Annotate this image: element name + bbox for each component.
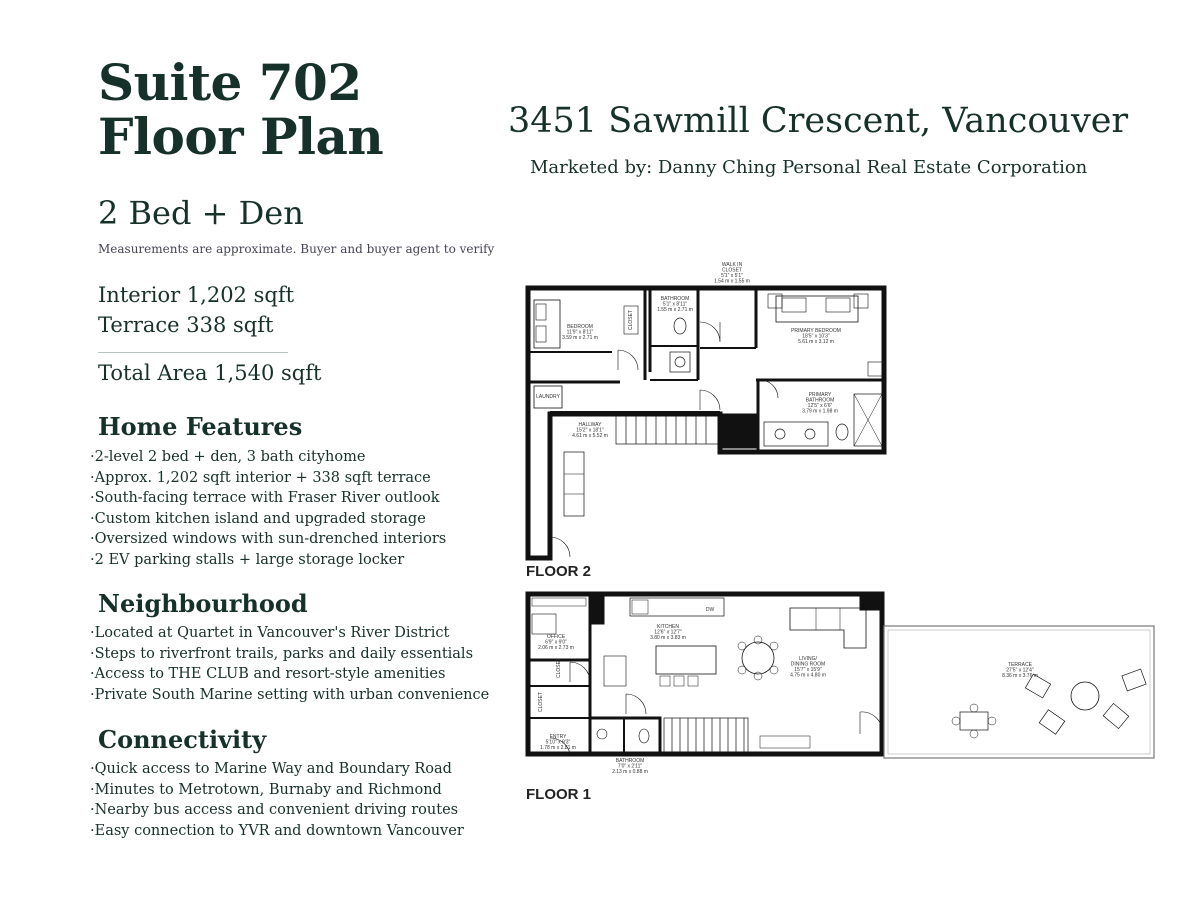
room-label-line: 3.80 m x 3.83 m <box>650 635 686 641</box>
room-label-line: 2.13 m x 0.88 m <box>612 769 648 775</box>
terrace-label <box>1002 662 1038 679</box>
list-item: · Located at Quartet in Vancouver's River District <box>90 623 489 644</box>
office-label <box>538 634 574 651</box>
title-line-1: Suite 702 <box>98 53 362 112</box>
room-label-line: OFFICE <box>546 634 566 640</box>
room-label-line: BATHROOM <box>615 758 645 764</box>
marketed-by: Marketed by: Danny Ching Personal Real Estate Corporation <box>530 157 1088 178</box>
neighbourhood-heading: Neighbourhood <box>98 589 308 618</box>
bathroom-1-label <box>612 758 648 775</box>
list-item: · Steps to riverfront trails, parks and daily essentials <box>90 644 489 665</box>
list-item: · Minutes to Metrotown, Burnaby and Richmond <box>90 780 464 801</box>
area-divider <box>98 352 288 353</box>
room-label-line: 5'1" x 5'1" <box>721 273 743 279</box>
home-features-heading: Home Features <box>98 412 303 441</box>
interior-area: Interior 1,202 sqft <box>98 283 295 307</box>
dw-label <box>706 607 715 613</box>
room-label-line: 18'5" x 10'3" <box>802 333 830 340</box>
connectivity-list <box>90 759 464 841</box>
neighbourhood-section <box>98 589 308 618</box>
room-label-line: DW <box>705 607 715 613</box>
laundry-label <box>536 394 560 400</box>
room-label-line: BEDROOM <box>567 324 593 330</box>
room-label-line: 4.75 m x 4.80 m <box>790 672 826 679</box>
page-title <box>98 53 384 166</box>
bathroom-2-label <box>657 296 693 313</box>
connectivity-section <box>98 725 266 754</box>
total-area: Total Area 1,540 sqft <box>98 361 322 385</box>
closet-a-label <box>556 658 562 678</box>
closet-b-label <box>538 692 544 712</box>
kitchen-label <box>650 624 686 641</box>
walk-in-closet-label <box>714 262 750 285</box>
primary-bedroom-label <box>791 328 841 345</box>
room-label-line: 1.55 m x 2.71 m <box>657 307 693 313</box>
floor-1-plan <box>520 586 1160 786</box>
room-label-line: CLOSET <box>556 657 562 679</box>
floor-2-plan <box>520 262 900 562</box>
room-label-line: 6'9" x 9'0" <box>545 639 567 646</box>
terrace-area: Terrace 338 sqft <box>98 313 274 337</box>
room-label-line: 5.61 m x 3.12 m <box>798 339 834 345</box>
title-line-2: Floor Plan <box>98 107 384 166</box>
room-label-line: 15'2" x 18'1" <box>576 427 604 434</box>
room-label-line: WALK IN <box>721 262 743 268</box>
room-label-line: BATHROOM <box>805 397 835 404</box>
entry-label <box>540 734 576 751</box>
room-label-line: 7'0" x 2'11" <box>617 763 643 770</box>
room-label-line: CLOSET <box>628 309 634 331</box>
room-label-line: CLOSET <box>538 691 544 713</box>
hallway-label <box>572 422 608 439</box>
list-item: · Private South Marine setting with urban convenience <box>90 685 489 706</box>
room-label-line: HALLWAY <box>578 422 602 428</box>
room-label-line: PRIMARY BEDROOM <box>791 328 841 334</box>
neighbourhood-list <box>90 623 489 705</box>
room-label-line: 12'6" x 12'7" <box>654 629 682 636</box>
disclaimer: Measurements are approximate. Buyer and buyer agent to verify <box>98 242 495 256</box>
living-dining-label <box>790 656 826 679</box>
home-features-list <box>90 447 446 571</box>
list-item: · Oversized windows with sun-drenched interiors <box>90 529 446 550</box>
connectivity-heading: Connectivity <box>98 725 267 754</box>
room-label-line: 3.59 m x 2.71 m <box>562 335 598 341</box>
list-item: · 2 EV parking stalls + large storage locker <box>90 550 446 571</box>
list-item: · Custom kitchen island and upgraded storage <box>90 509 446 530</box>
room-label-line: 5'1" x 8'11" <box>662 301 688 308</box>
unit-type: 2 Bed + Den <box>98 194 304 232</box>
floor-2-label: FLOOR 2 <box>526 563 592 580</box>
room-label-line: ENTRY <box>549 734 567 740</box>
list-item: · Nearby bus access and convenient driving routes <box>90 800 464 821</box>
floor-1-label: FLOOR 1 <box>526 786 592 803</box>
room-label-line: LAUNDRY <box>536 394 560 400</box>
list-item: · Quick access to Marine Way and Boundary Road <box>90 759 464 780</box>
room-label-line: BATHROOM <box>660 296 690 302</box>
room-label-line: 11'9" x 8'11" <box>566 329 594 336</box>
room-label-line: KITCHEN <box>657 624 679 630</box>
list-item: · 2-level 2 bed + den, 3 bath cityhome <box>90 447 446 468</box>
room-label-line: 8.36 m x 3.76 m <box>1002 673 1038 679</box>
room-label-line: 27'5" x 12'4" <box>1006 667 1034 674</box>
room-label-line: 12'5" x 6'6" <box>807 403 833 409</box>
room-label-line: 2.06 m x 2.73 m <box>538 645 574 651</box>
room-label-line: 5'10" x 9'3" <box>545 739 571 746</box>
property-address: 3451 Sawmill Crescent, Vancouver <box>508 101 1129 141</box>
room-label-line: CLOSET <box>721 267 743 274</box>
room-label-line: 4.61 m x 5.52 m <box>572 433 608 439</box>
primary-bathroom-label <box>802 392 838 415</box>
list-item: · Easy connection to YVR and downtown Vancouver <box>90 821 464 842</box>
home-features-section <box>98 412 302 441</box>
list-item: · Approx. 1,202 sqft interior + 338 sqft terrace <box>90 468 446 489</box>
room-label-line: DINING ROOM <box>790 661 826 668</box>
room-label-line: 1.78 m x 2.81 m <box>540 745 576 751</box>
room-label-line: PRIMARY <box>808 392 832 398</box>
room-label-line: TERRACE <box>1008 662 1032 668</box>
bedroom-label <box>562 324 598 341</box>
area-block <box>98 280 294 340</box>
room-label-line: LIVING/ <box>799 656 817 662</box>
closet-label <box>628 310 634 330</box>
list-item: · South-facing terrace with Fraser River outlook <box>90 488 446 509</box>
room-label-line: 1.54 m x 1.55 m <box>714 278 750 285</box>
room-label-line: 15'7" x 15'9" <box>794 667 822 673</box>
list-item: · Access to THE CLUB and resort-style amenities <box>90 664 489 685</box>
room-label-line: 3.79 m x 1.98 m <box>802 408 838 415</box>
